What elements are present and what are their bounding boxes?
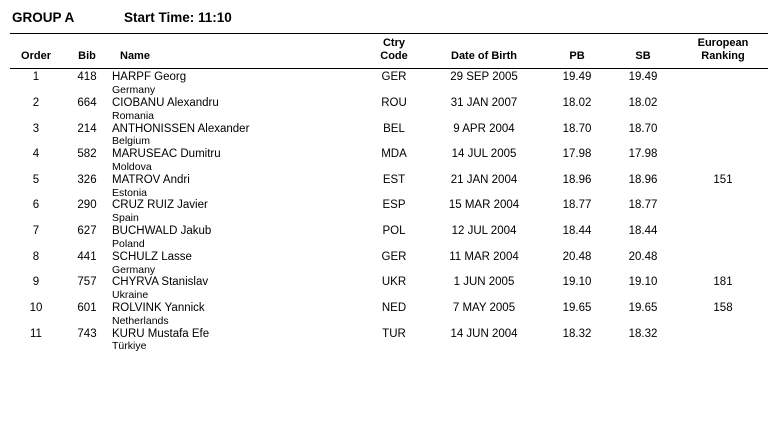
table-row[interactable] <box>10 71 768 97</box>
cell-sb: 18.32 <box>628 327 658 340</box>
cell-pb: 18.44 <box>562 225 592 238</box>
cell-sb: 18.70 <box>628 122 658 135</box>
cell-name <box>112 123 364 149</box>
cell-name <box>112 199 364 225</box>
cell-date-of-birth: 31 JAN 2007 <box>450 96 518 109</box>
column-header-date-of-birth: Date of Birth <box>424 34 544 69</box>
cell-name <box>112 302 364 328</box>
cell-pb: 19.65 <box>562 301 592 314</box>
cell-ctry-code: POL <box>382 225 406 238</box>
cell-order: 4 <box>32 148 40 161</box>
cell-bib: 214 <box>77 122 97 135</box>
column-header-rank-line2: Ranking <box>701 49 745 62</box>
cell-bib: 418 <box>77 71 97 84</box>
cell-european-ranking: 158 <box>713 301 733 314</box>
cell-pb: 19.10 <box>562 276 592 289</box>
cell-order: 10 <box>29 301 43 314</box>
cell-ctry-code: EST <box>382 173 406 186</box>
cell-european-ranking <box>676 97 768 123</box>
cell-date-of-birth: 21 JAN 2004 <box>450 173 518 186</box>
column-header-european-ranking <box>676 34 768 69</box>
cell-date-of-birth: 29 SEP 2005 <box>450 71 518 84</box>
cell-name <box>112 328 364 354</box>
cell-name <box>112 148 364 174</box>
cell-sb: 20.48 <box>628 250 658 263</box>
cell-pb: 18.96 <box>562 173 592 186</box>
column-header-ctry-code <box>364 34 424 69</box>
cell-european-ranking: 181 <box>713 276 733 289</box>
cell-ctry-code: GER <box>381 71 407 84</box>
cell-sb: 18.77 <box>628 199 658 212</box>
cell-pb: 18.77 <box>562 199 592 212</box>
cell-name <box>112 97 364 123</box>
cell-bib: 290 <box>77 199 97 212</box>
cell-ctry-code: BEL <box>383 122 405 135</box>
cell-date-of-birth: 15 MAR 2004 <box>448 199 520 212</box>
cell-european-ranking <box>676 199 768 225</box>
athlete-name: MARUSEAC Dumitru <box>112 148 221 161</box>
athlete-name: CIOBANU Alexandru <box>112 96 219 109</box>
athlete-country: Spain <box>112 212 139 225</box>
group-label: GROUP A <box>12 10 75 25</box>
athlete-name: CHYRVA Stanislav <box>112 276 209 289</box>
athlete-name: KURU Mustafa Efe <box>112 327 210 340</box>
cell-date-of-birth: 14 JUN 2004 <box>450 327 518 340</box>
table-row[interactable] <box>10 251 768 277</box>
cell-order: 8 <box>32 250 40 263</box>
athlete-country: Belgium <box>112 135 150 148</box>
cell-bib: 326 <box>77 173 97 186</box>
cell-sb: 17.98 <box>628 148 658 161</box>
column-header-pb: PB <box>544 34 610 69</box>
cell-order: 11 <box>30 327 42 340</box>
cell-pb: 20.48 <box>562 250 592 263</box>
table-row[interactable] <box>10 328 768 354</box>
table-row[interactable] <box>10 148 768 174</box>
cell-name <box>112 225 364 251</box>
column-header-sb: SB <box>610 34 676 69</box>
table-row[interactable] <box>10 276 768 302</box>
cell-bib: 664 <box>77 96 97 109</box>
cell-order: 7 <box>32 225 40 238</box>
table-row[interactable] <box>10 225 768 251</box>
table-body <box>10 69 768 353</box>
start-time-label: Start Time: 11:10 <box>124 10 232 25</box>
cell-name <box>112 71 364 97</box>
cell-ctry-code: NED <box>381 301 407 314</box>
athlete-country: Türkiye <box>112 340 147 353</box>
athlete-country: Moldova <box>112 161 152 174</box>
column-header-ctry-line2: Code <box>380 49 408 62</box>
column-header-bib: Bib <box>62 34 112 69</box>
athlete-name: MATROV Andri <box>112 173 190 186</box>
column-header-ctry-line1: Ctry <box>382 37 405 49</box>
column-header-order: Order <box>10 34 62 69</box>
athlete-name: HARPF Georg <box>112 71 187 84</box>
table-header-row <box>10 34 768 69</box>
cell-sb: 19.65 <box>628 301 658 314</box>
cell-bib: 601 <box>77 301 97 314</box>
cell-date-of-birth: 11 MAR 2004 <box>449 250 519 263</box>
table-row[interactable] <box>10 123 768 149</box>
athlete-name: CRUZ RUIZ Javier <box>112 199 208 212</box>
cell-date-of-birth: 7 MAY 2005 <box>452 301 516 314</box>
athlete-country: Germany <box>112 263 156 276</box>
cell-ctry-code: GER <box>381 250 407 263</box>
cell-order: 9 <box>32 276 40 289</box>
cell-european-ranking <box>676 251 768 277</box>
cell-order: 1 <box>32 71 40 84</box>
cell-pb: 17.98 <box>562 148 592 161</box>
cell-bib: 627 <box>77 225 97 238</box>
athlete-country: Germany <box>112 84 156 97</box>
cell-ctry-code: ESP <box>382 199 406 212</box>
cell-sb: 18.44 <box>628 225 658 238</box>
cell-bib: 757 <box>77 276 97 289</box>
cell-european-ranking <box>676 148 768 174</box>
cell-european-ranking: 151 <box>713 173 733 186</box>
cell-european-ranking <box>676 71 768 97</box>
table-row[interactable] <box>10 199 768 225</box>
cell-order: 3 <box>32 122 40 135</box>
cell-bib: 743 <box>77 327 97 340</box>
athlete-country: Poland <box>112 237 145 250</box>
athlete-name: ROLVINK Yannick <box>112 301 205 314</box>
athlete-name: SCHULZ Lasse <box>112 250 192 263</box>
cell-name <box>112 276 364 302</box>
cell-date-of-birth: 14 JUL 2005 <box>451 148 517 161</box>
page-title <box>12 10 758 25</box>
cell-date-of-birth: 12 JUL 2004 <box>451 225 517 238</box>
athlete-country: Romania <box>112 109 155 122</box>
athlete-country: Ukraine <box>112 289 149 302</box>
cell-name <box>112 251 364 277</box>
table-row[interactable] <box>10 97 768 123</box>
cell-sb: 18.02 <box>628 96 658 109</box>
cell-pb: 19.49 <box>562 71 592 84</box>
cell-ctry-code: ROU <box>381 96 407 109</box>
cell-ctry-code: TUR <box>382 327 406 340</box>
cell-bib: 441 <box>77 250 97 263</box>
cell-order: 6 <box>32 199 40 212</box>
table-header <box>10 34 768 69</box>
athlete-country: Estonia <box>112 186 148 199</box>
cell-sb: 19.10 <box>628 276 658 289</box>
cell-pb: 18.32 <box>562 327 592 340</box>
table-row[interactable] <box>10 302 768 328</box>
cell-ctry-code: UKR <box>381 276 407 289</box>
cell-european-ranking <box>676 123 768 149</box>
cell-european-ranking <box>676 225 768 251</box>
column-header-name: Name <box>112 34 364 69</box>
cell-date-of-birth: 9 APR 2004 <box>453 122 515 135</box>
athlete-name: BUCHWALD Jakub <box>112 225 212 238</box>
column-header-rank-line1: European <box>697 37 749 49</box>
cell-order: 2 <box>32 96 40 109</box>
cell-order: 5 <box>32 173 40 186</box>
athlete-country: Netherlands <box>112 314 169 327</box>
cell-name <box>112 174 364 200</box>
cell-bib: 582 <box>77 148 97 161</box>
start-list-table <box>10 33 768 353</box>
cell-pb: 18.02 <box>562 96 592 109</box>
cell-pb: 18.70 <box>562 122 592 135</box>
cell-date-of-birth: 1 JUN 2005 <box>453 276 515 289</box>
cell-ctry-code: MDA <box>381 148 407 161</box>
cell-european-ranking <box>676 328 768 354</box>
cell-sb: 19.49 <box>628 71 658 84</box>
athlete-name: ANTHONISSEN Alexander <box>112 122 250 135</box>
cell-sb: 18.96 <box>628 173 658 186</box>
table-row[interactable] <box>10 174 768 200</box>
